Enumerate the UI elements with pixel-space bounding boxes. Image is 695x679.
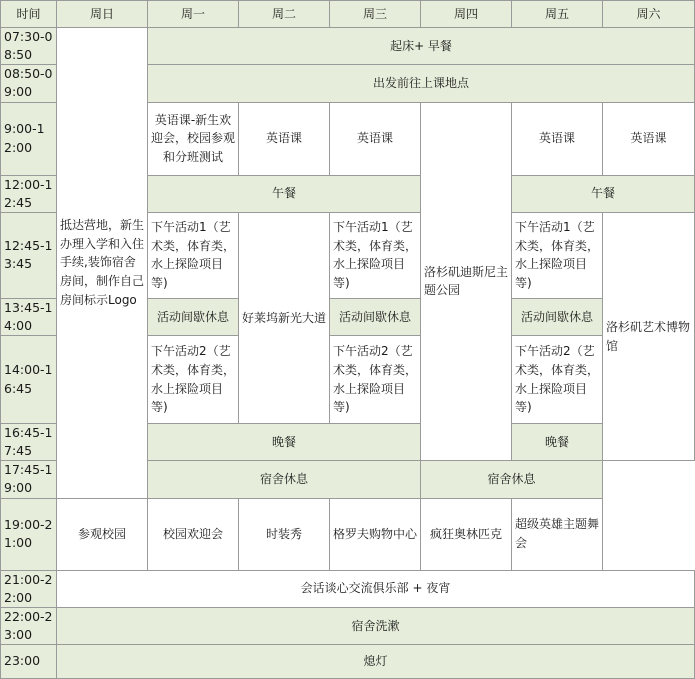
sunday-arrival-cell: 抵达营地，新生办理入学和入住手续,装饰宿舍房间，制作自己房间标示Logo [57, 28, 148, 499]
monday-evening-cell: 校园欢迎会 [148, 498, 239, 570]
header-thursday: 周四 [421, 1, 512, 28]
lights-out-cell: 熄灯 [57, 645, 695, 679]
header-time: 时间 [1, 1, 57, 28]
header-wednesday: 周三 [330, 1, 421, 28]
wednesday-evening-cell: 格罗夫购物中心 [330, 498, 421, 570]
saturday-morning-cell: 英语课 [603, 102, 695, 175]
time-slot: 21:00-22:00 [1, 570, 57, 607]
time-slot: 08:50-09:00 [1, 65, 57, 102]
dorm-rest-fri-sat-cell: 宿舍休息 [421, 461, 603, 498]
monday-pm2-cell: 下午活动2（艺术类，体育类，水上探险项目等) [148, 336, 239, 424]
time-slot: 19:00-21:00 [1, 498, 57, 570]
wednesday-pm1-cell: 下午活动1（艺术类，体育类，水上探险项目等) [330, 212, 421, 298]
time-slot: 07:30-08:50 [1, 28, 57, 65]
table-row [1, 570, 695, 607]
friday-pm2-cell: 下午活动2（艺术类，体育类，水上探险项目等) [512, 336, 603, 424]
time-slot: 14:00-16:45 [1, 336, 57, 424]
thursday-disneyland-cell: 洛杉矶迪斯尼主题公园 [421, 102, 512, 461]
time-slot: 12:00-12:45 [1, 175, 57, 212]
lunch-fri-sat-cell: 午餐 [512, 175, 695, 212]
wash-cell: 宿舍洗漱 [57, 607, 695, 644]
time-slot: 23:00 [1, 645, 57, 679]
header-row [1, 1, 695, 28]
club-cell: 会话谈心交流俱乐部 + 夜宵 [57, 570, 695, 607]
depart-cell: 出发前往上课地点 [148, 65, 695, 102]
wakeup-breakfast-cell: 起床+ 早餐 [148, 28, 695, 65]
time-slot: 17:45-19:00 [1, 461, 57, 498]
friday-morning-cell: 英语课 [512, 102, 603, 175]
time-slot: 22:00-23:00 [1, 607, 57, 644]
sunday-evening-cell: 参观校园 [57, 498, 148, 570]
time-slot: 13:45-14:00 [1, 298, 57, 335]
time-slot: 9:00-12:00 [1, 102, 57, 175]
header-monday: 周一 [148, 1, 239, 28]
table-row [1, 28, 695, 65]
monday-pm1-cell: 下午活动1（艺术类，体育类，水上探险项目等) [148, 212, 239, 298]
wednesday-break-cell: 活动间歇休息 [330, 298, 421, 335]
saturday-museum-cell: 洛杉矶艺术博物馆 [603, 212, 695, 461]
header-sunday: 周日 [57, 1, 148, 28]
friday-break-cell: 活动间歇休息 [512, 298, 603, 335]
time-slot: 12:45-13:45 [1, 212, 57, 298]
friday-pm1-cell: 下午活动1（艺术类，体育类，水上探险项目等) [512, 212, 603, 298]
table-row [1, 607, 695, 644]
table-row [1, 498, 695, 570]
tuesday-morning-cell: 英语课 [239, 102, 330, 175]
header-friday: 周五 [512, 1, 603, 28]
dorm-rest-cell: 宿舍休息 [148, 461, 421, 498]
tuesday-evening-cell: 时装秀 [239, 498, 330, 570]
time-slot: 16:45-17:45 [1, 424, 57, 461]
table-row [1, 645, 695, 679]
header-tuesday: 周二 [239, 1, 330, 28]
wednesday-morning-cell: 英语课 [330, 102, 421, 175]
dinner-cell: 晚餐 [148, 424, 421, 461]
friday-evening-cell: 疯狂奥林匹克 [421, 498, 512, 570]
lunch-cell: 午餐 [148, 175, 421, 212]
monday-morning-cell: 英语课-新生欢迎会，校园参观和分班测试 [148, 102, 239, 175]
saturday-evening-cell: 超级英雄主题舞会 [512, 498, 603, 570]
dinner-friday-cell: 晚餐 [512, 424, 603, 461]
wednesday-pm2-cell: 下午活动2（艺术类，体育类，水上探险项目等) [330, 336, 421, 424]
monday-break-cell: 活动间歇休息 [148, 298, 239, 335]
tuesday-hollywood-cell: 好莱坞新光大道 [239, 212, 330, 423]
header-saturday: 周六 [603, 1, 695, 28]
